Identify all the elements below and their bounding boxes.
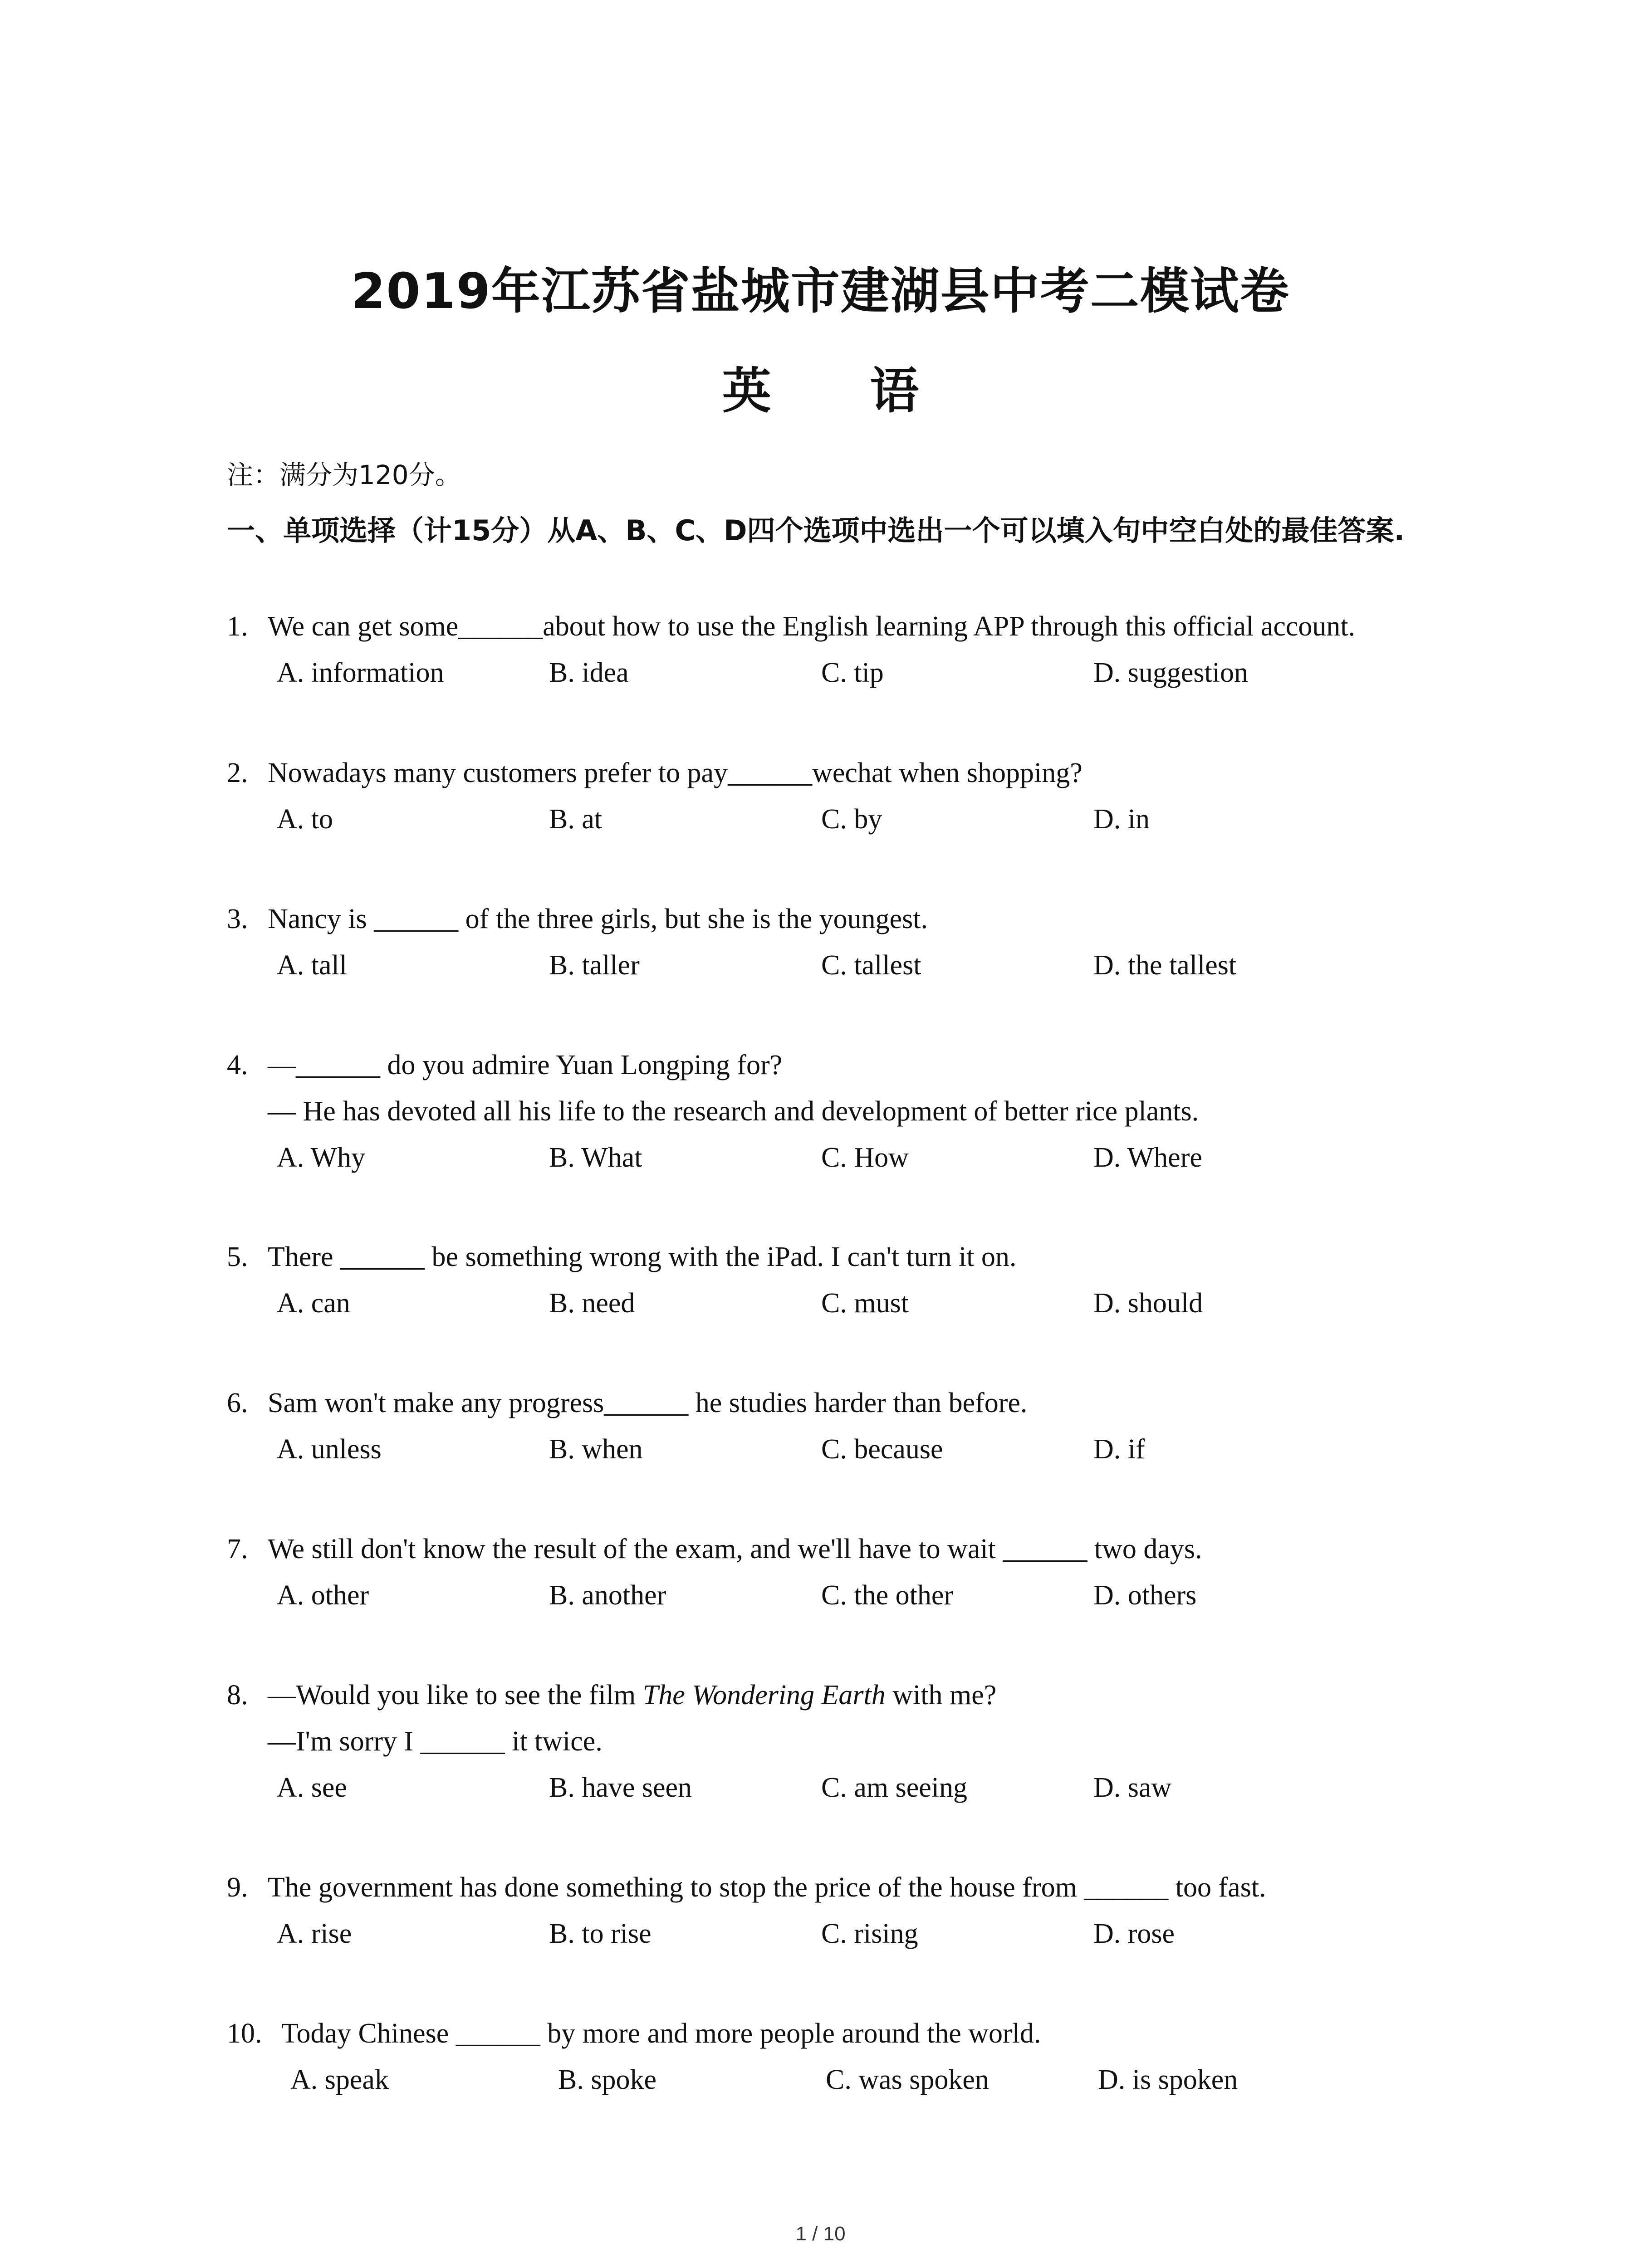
question-text: Today Chinese ______ by more and more people around the world. xyxy=(281,2018,1041,2049)
question-text: Nowadays many customers prefer to pay______wechat when shopping? xyxy=(268,758,1083,788)
option-a[interactable]: A. rise xyxy=(277,1918,352,1949)
option-a[interactable]: A. other xyxy=(277,1580,369,1611)
option-c[interactable]: C. tip xyxy=(821,657,884,688)
question-text: The government has done something to stop the price of the house from ______ too fast. xyxy=(268,1872,1266,1903)
option-c[interactable]: C. was spoken xyxy=(826,2064,989,2095)
option-a[interactable]: A. unless xyxy=(277,1434,382,1465)
question-number: 9. xyxy=(227,1872,248,1903)
option-c[interactable]: C. tallest xyxy=(821,950,921,981)
options-row xyxy=(227,1280,1497,1326)
question-7 xyxy=(227,1526,1497,1618)
question-number: 5. xyxy=(227,1242,248,1272)
options-row xyxy=(227,1426,1497,1472)
question-text: We still don't know the result of the exam, and we'll have to wait ______ two days. xyxy=(268,1534,1202,1564)
option-c[interactable]: C. How xyxy=(821,1142,909,1173)
options-row xyxy=(227,1911,1497,1957)
option-b[interactable]: B. when xyxy=(549,1434,643,1465)
film-title: The Wondering Earth xyxy=(642,1680,886,1711)
section-heading: 一、单项选择（计15分）从A、B、C、D四个选项中选出一个可以填入句中空白处的最佳答案. xyxy=(227,514,1405,547)
question-2 xyxy=(227,750,1497,842)
question-text: Sam won't make any progress______ he studies harder than before. xyxy=(268,1388,1028,1418)
option-b[interactable]: B. What xyxy=(549,1142,642,1173)
option-a[interactable]: A. can xyxy=(277,1288,350,1319)
option-c[interactable]: C. because xyxy=(821,1434,943,1465)
question-number: 4. xyxy=(227,1050,248,1080)
option-d[interactable]: D. in xyxy=(1093,804,1150,835)
option-d[interactable]: D. saw xyxy=(1093,1772,1172,1803)
option-a[interactable]: A. information xyxy=(277,657,444,688)
option-a[interactable]: A. to xyxy=(277,804,333,835)
question-text: There ______ be something wrong with the iPad. I can't turn it on. xyxy=(268,1242,1017,1272)
option-a[interactable]: A. see xyxy=(277,1772,347,1803)
question-3 xyxy=(227,896,1497,988)
options-row xyxy=(227,1572,1497,1618)
options-row xyxy=(227,2057,1497,2103)
question-number: 1. xyxy=(227,611,248,642)
option-c[interactable]: C. must xyxy=(821,1288,909,1319)
options-row xyxy=(227,1134,1497,1181)
option-c[interactable]: C. am seeing xyxy=(821,1772,967,1803)
option-c[interactable]: C. by xyxy=(821,804,882,835)
question-text: We can get some______about how to use the English learning APP through this official account. xyxy=(268,611,1356,642)
options-row xyxy=(227,650,1497,696)
option-b[interactable]: B. to rise xyxy=(549,1918,652,1949)
question-10 xyxy=(227,2010,1497,2103)
score-note: 注：满分为120分。 xyxy=(227,459,461,490)
option-d[interactable]: D. is spoken xyxy=(1098,2064,1238,2095)
question-text: —I'm sorry I ______ it twice. xyxy=(268,1726,603,1757)
options-row xyxy=(227,1765,1497,1811)
option-d[interactable]: D. rose xyxy=(1093,1918,1175,1949)
options-row xyxy=(227,796,1497,842)
option-b[interactable]: B. spoke xyxy=(558,2064,656,2095)
question-1 xyxy=(227,603,1497,696)
question-8 xyxy=(227,1672,1497,1811)
option-d[interactable]: D. if xyxy=(1093,1434,1145,1465)
option-c[interactable]: C. the other xyxy=(821,1580,953,1611)
option-a[interactable]: A. tall xyxy=(277,950,347,981)
question-number: 3. xyxy=(227,904,248,934)
page-indicator: 1 / 10 xyxy=(795,2223,846,2245)
option-a[interactable]: A. Why xyxy=(277,1142,366,1173)
options-row xyxy=(227,942,1497,988)
exam-subject: 英 语 xyxy=(722,363,960,420)
question-number: 2. xyxy=(227,758,248,788)
option-b[interactable]: B. need xyxy=(549,1288,635,1319)
question-text-start: —Would you like to see the film xyxy=(268,1680,643,1711)
exam-title: 2019年江苏省盐城市建湖县中考二模试卷 xyxy=(351,263,1290,320)
option-b[interactable]: B. taller xyxy=(549,950,640,981)
question-text-end: with me? xyxy=(885,1680,997,1711)
option-b[interactable]: B. have seen xyxy=(549,1772,692,1803)
option-b[interactable]: B. at xyxy=(549,804,603,835)
question-text: — He has devoted all his life to the research and development of better rice plants. xyxy=(268,1096,1199,1127)
question-number: 8. xyxy=(227,1680,248,1711)
option-d[interactable]: D. Where xyxy=(1093,1142,1202,1173)
question-4 xyxy=(227,1042,1497,1181)
option-b[interactable]: B. idea xyxy=(549,657,629,688)
option-d[interactable]: D. others xyxy=(1093,1580,1197,1611)
option-b[interactable]: B. another xyxy=(549,1580,666,1611)
question-6 xyxy=(227,1380,1497,1472)
option-c[interactable]: C. rising xyxy=(821,1918,918,1949)
option-d[interactable]: D. should xyxy=(1093,1288,1203,1319)
question-9 xyxy=(227,1864,1497,1957)
question-number: 10. xyxy=(227,2018,262,2049)
question-number: 6. xyxy=(227,1388,248,1418)
option-d[interactable]: D. suggestion xyxy=(1093,657,1248,688)
question-text: —______ do you admire Yuan Longping for? xyxy=(268,1050,783,1080)
option-d[interactable]: D. the tallest xyxy=(1093,950,1237,981)
option-a[interactable]: A. speak xyxy=(290,2064,389,2095)
question-5 xyxy=(227,1234,1497,1326)
question-number: 7. xyxy=(227,1534,248,1564)
question-text: Nancy is ______ of the three girls, but she is the youngest. xyxy=(268,904,928,934)
